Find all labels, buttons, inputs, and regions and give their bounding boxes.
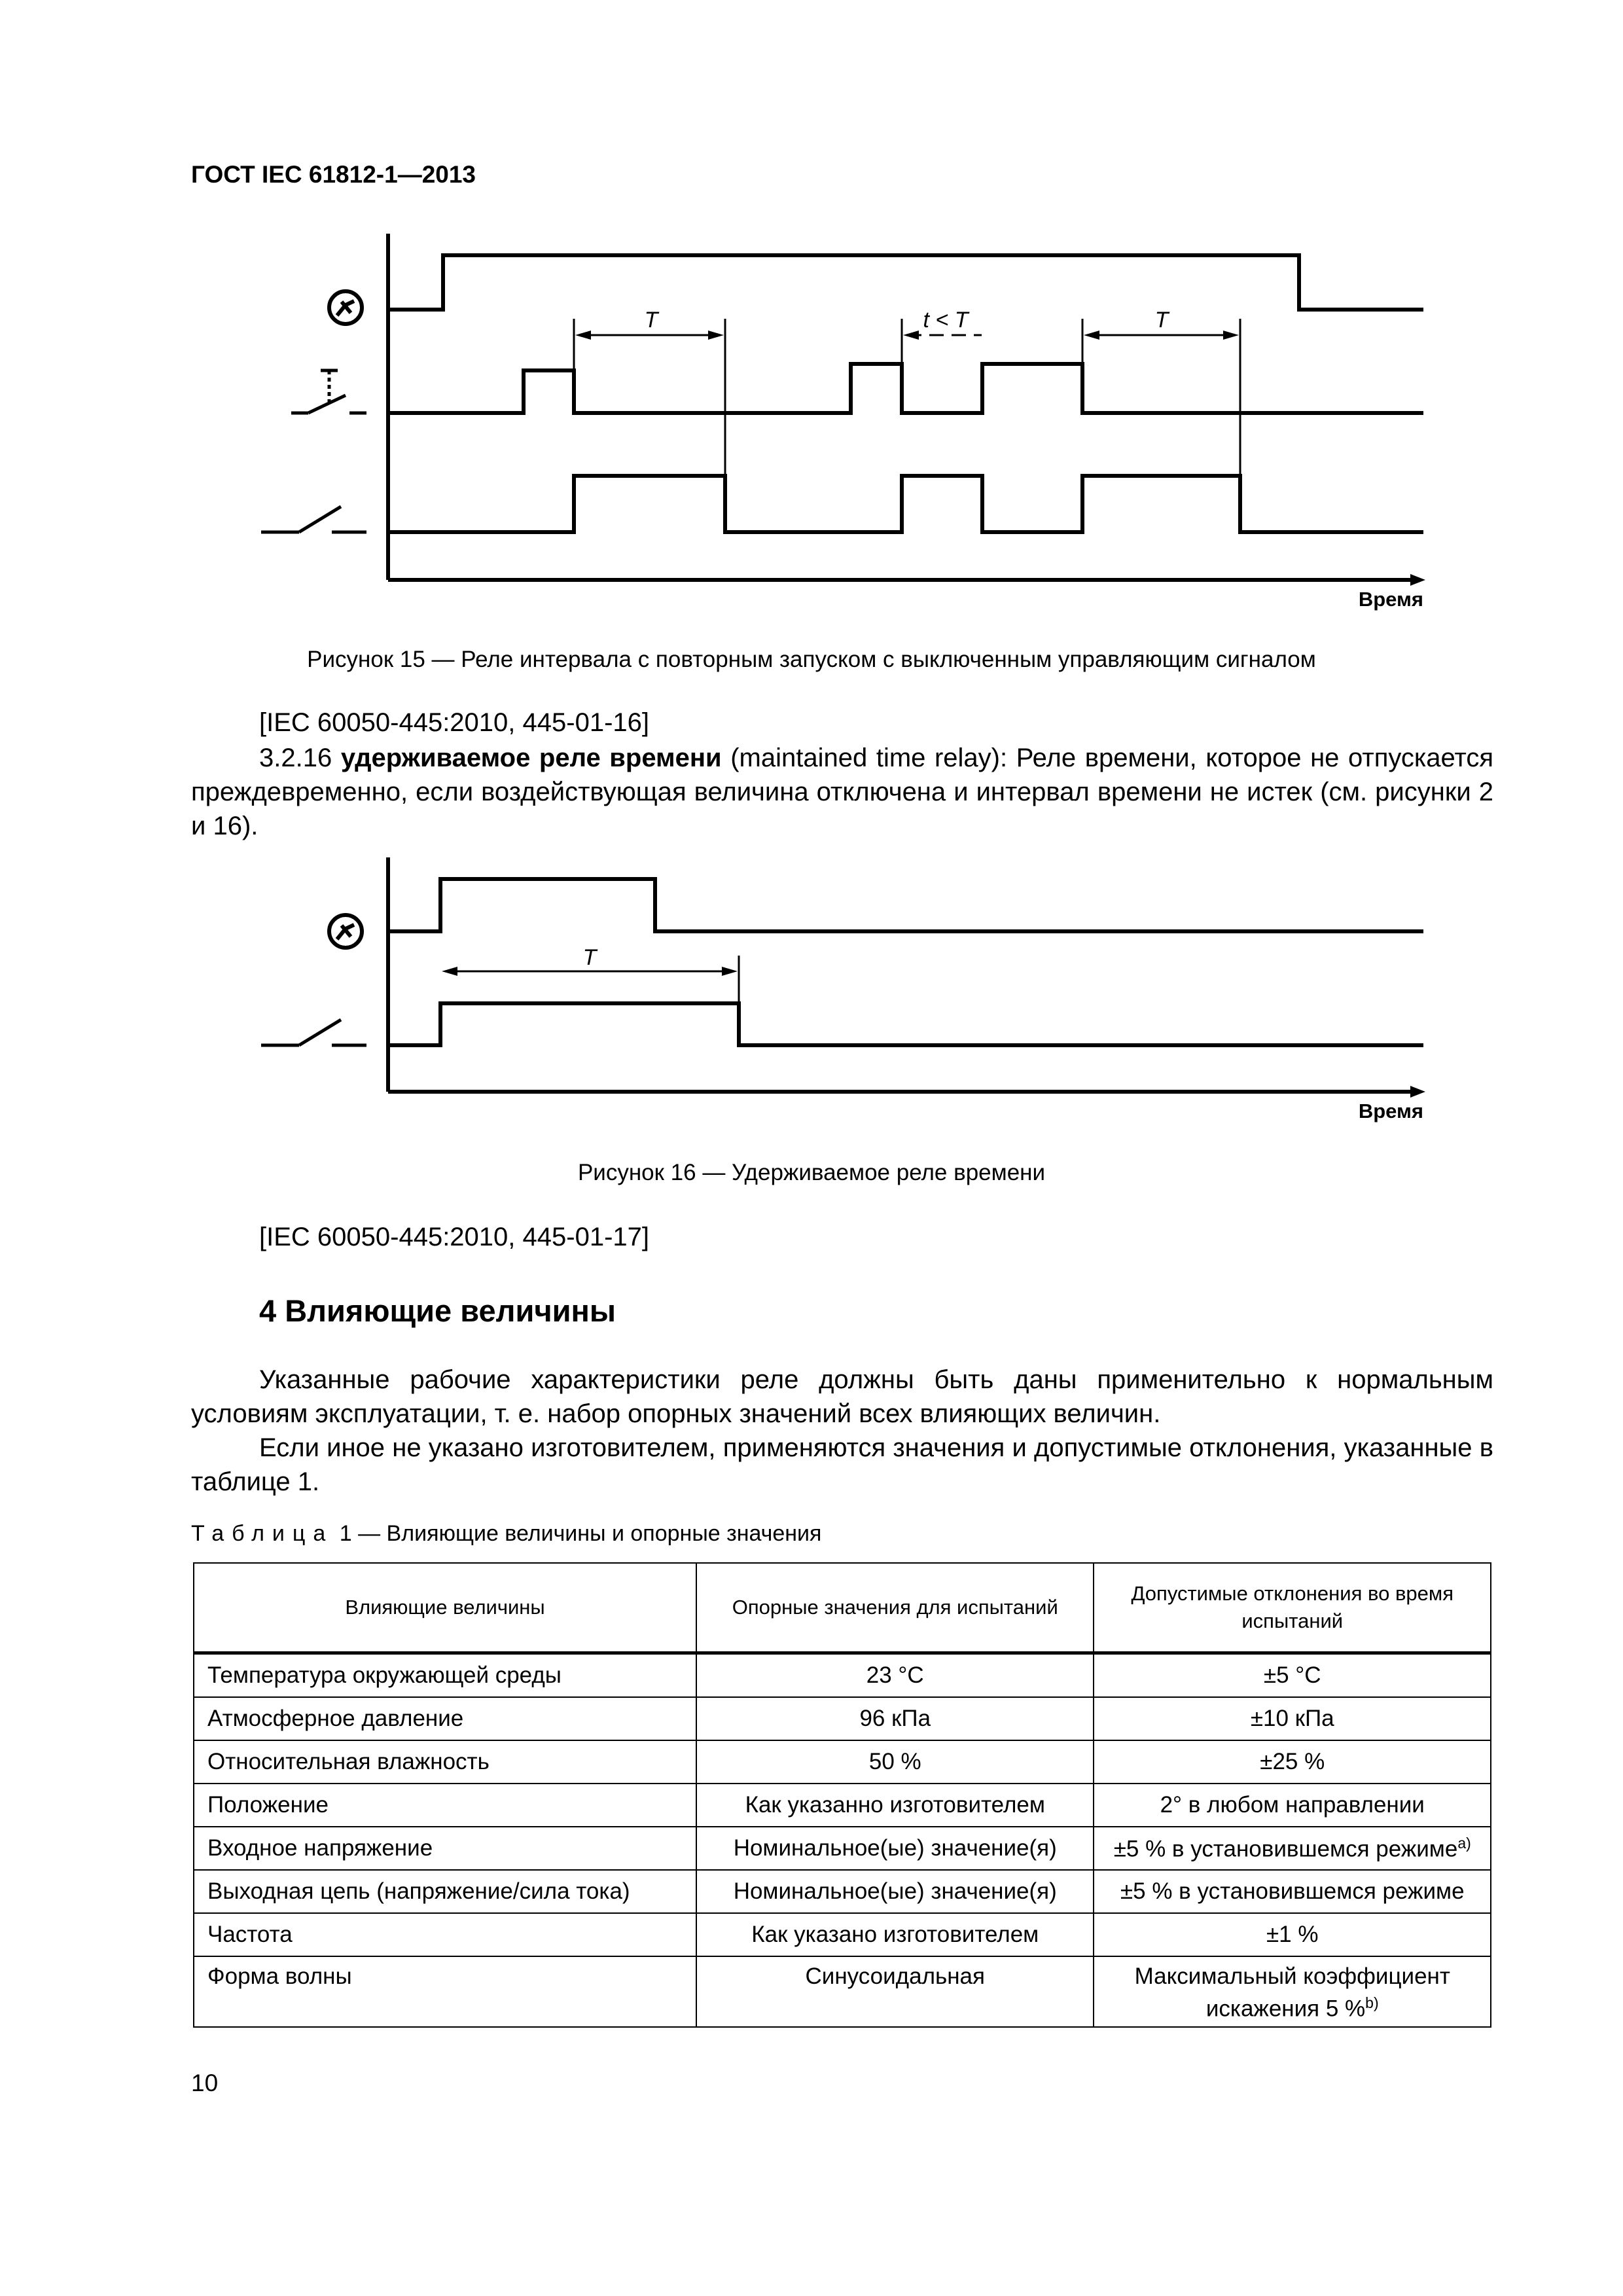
quantity-cell: Температура окружающей среды (194, 1653, 696, 1698)
document-header: ГОСТ IEC 61812-1—2013 (191, 161, 476, 188)
table-row (194, 1870, 1491, 1913)
definition-term: удерживаемое реле времени (340, 744, 722, 772)
table-caption (191, 1521, 821, 1547)
tolerance-text: ±10 кПа (1250, 1706, 1334, 1731)
reference-value-cell: 23 °С (696, 1653, 1094, 1698)
tolerance-cell (1094, 1697, 1491, 1740)
time-axis-label: Время (1358, 588, 1423, 611)
quantity-cell: Выходная цепь (напряжение/сила тока) (194, 1870, 696, 1913)
tolerance-cell (1094, 1913, 1491, 1956)
supply-trace (388, 879, 1423, 931)
reference-445-01-16: [IEC 60050-445:2010, 445-01-16] (259, 708, 649, 737)
quantity-cell: Положение (194, 1784, 696, 1827)
tolerance-cell (1094, 1653, 1491, 1698)
output-contact-icon (261, 1020, 366, 1045)
interval-label-t-lt-T: t < T (923, 308, 969, 332)
tolerance-cell (1094, 1740, 1491, 1784)
page-number: 10 (191, 2070, 219, 2096)
tolerance-cell (1094, 1827, 1491, 1870)
table-caption-prefix: Таблица (191, 1521, 334, 1546)
reference-value-cell: Номинальное(ые) значение(я) (696, 1870, 1094, 1913)
body-paragraph-1: Указанные рабочие характеристики реле должны быть даны применительно к нормальным условиям эксплуатации, т. е. набор опорных значений всех влияющих величин. (191, 1365, 1493, 1428)
output-contact-icon (261, 507, 366, 532)
supply-symbol-icon (329, 291, 362, 324)
interval-label-T1: T (644, 308, 658, 332)
supply-trace (388, 255, 1423, 310)
reference-value-cell: Как указанно изготовителем (696, 1784, 1094, 1827)
reference-value-cell: Как указано изготовителем (696, 1913, 1094, 1956)
definition-text: (maintained time relay): Реле времени, которое не отпускается преждевременно, если воздействующая величина отключена и интервал времени не истек (см. рисунки 2 и 16). (191, 744, 1493, 840)
table-header-row (194, 1563, 1491, 1653)
quantity-cell: Частота (194, 1913, 696, 1956)
reference-value-cell: Синусоидальная (696, 1956, 1094, 2027)
tolerance-text: Максимальный коэффициент искажения 5 % (1134, 1964, 1450, 2022)
table-header-cell: Опорные значения для испытаний (696, 1563, 1094, 1653)
influence-quantities-table (193, 1562, 1491, 2028)
interval-label-T2: T (1154, 308, 1169, 332)
table-row (194, 1956, 1491, 2027)
table-row (194, 1784, 1491, 1827)
table-row (194, 1740, 1491, 1784)
figure-16-caption: Рисунок 16 — Удерживаемое реле времени (577, 1160, 1046, 1185)
reference-value-cell: Номинальное(ые) значение(я) (696, 1827, 1094, 1870)
reference-445-01-17: [IEC 60050-445:2010, 445-01-17] (259, 1223, 649, 1251)
tolerance-text: ±1 % (1266, 1922, 1319, 1947)
tolerance-cell (1094, 1956, 1491, 2027)
tolerance-text: ±5 % в установившемся режиме (1120, 1878, 1465, 1904)
figure-15-caption: Рисунок 15 — Реле интервала с повторным запуском с выключенным управляющим сигналом (307, 647, 1316, 672)
tolerance-text: ±25 % (1260, 1749, 1325, 1774)
tolerance-text: 2° в любом направлении (1160, 1792, 1425, 1818)
figure-16-timing-diagram (0, 851, 1623, 1126)
output-trace (388, 476, 1423, 532)
table-header-cell: Влияющие величины (194, 1563, 696, 1653)
footnote-marker: b) (1365, 1994, 1379, 2011)
table-row (194, 1913, 1491, 1956)
definition-number: 3.2.16 (259, 744, 332, 772)
table-header-cell: Допустимые отклонения во время испытаний (1094, 1563, 1491, 1653)
reference-value-cell: 96 кПа (696, 1697, 1094, 1740)
control-trace (388, 364, 1423, 413)
tolerance-text: ±5 % в установившемся режиме (1113, 1836, 1458, 1862)
table-row (194, 1827, 1491, 1870)
table-caption-text: 1 — Влияющие величины и опорные значения (333, 1521, 822, 1546)
tolerance-cell (1094, 1870, 1491, 1913)
output-trace (388, 1003, 1423, 1045)
definition-3-2-16 (191, 741, 1493, 843)
footnote-marker: a) (1457, 1834, 1471, 1852)
quantity-cell: Входное напряжение (194, 1827, 696, 1870)
tolerance-cell (1094, 1784, 1491, 1827)
quantity-cell: Атмосферное давление (194, 1697, 696, 1740)
table-row (194, 1697, 1491, 1740)
table-row (194, 1653, 1491, 1698)
section-body (191, 1363, 1493, 1499)
quantity-cell: Относительная влажность (194, 1740, 696, 1784)
control-contact-icon (291, 370, 366, 413)
section-heading: 4 Влияющие величины (259, 1293, 616, 1328)
quantity-cell: Форма волны (194, 1956, 696, 2027)
supply-symbol-icon (329, 915, 362, 948)
body-paragraph-2: Если иное не указано изготовителем, применяются значения и допустимые отклонения, указанные в таблице 1. (191, 1433, 1493, 1496)
figure-15-timing-diagram (0, 216, 1623, 622)
interval-label-T: T (582, 945, 597, 970)
tolerance-text: ±5 °С (1263, 1662, 1321, 1688)
time-axis-label: Время (1358, 1100, 1423, 1122)
reference-value-cell: 50 % (696, 1740, 1094, 1784)
